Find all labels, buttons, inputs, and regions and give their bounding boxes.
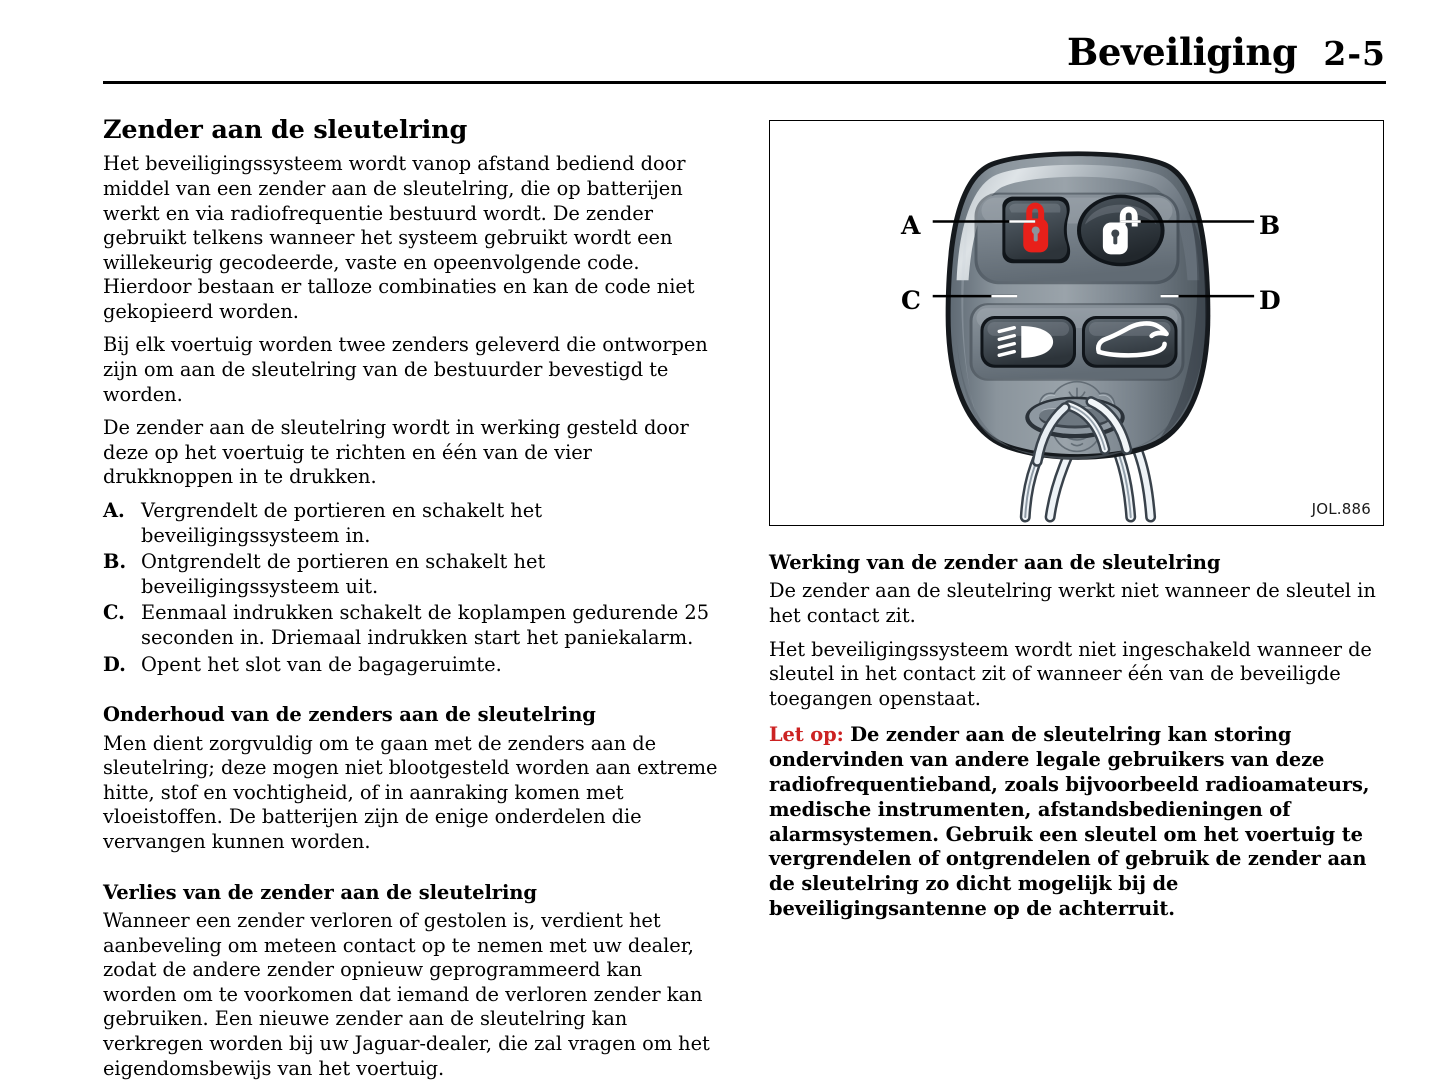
button-boot-icon[interactable] <box>1082 316 1178 368</box>
note-label: Let op: <box>769 723 844 747</box>
paragraph-activation: De zender aan de sleutelring wordt in werking gesteld door deze op het voertuig te richten en één van de vier drukknoppen in te drukken. <box>103 416 689 489</box>
list-item <box>103 499 720 548</box>
left-column <box>103 116 720 1081</box>
button-lock-icon[interactable] <box>1002 197 1070 264</box>
key-fob-illustration <box>770 121 1383 525</box>
note-block <box>769 723 1389 921</box>
page-number: 2-5 <box>1323 34 1386 73</box>
list-item-text: Ontgrendelt de portieren en schakelt het beveiligingssysteem uit. <box>141 550 546 598</box>
list-item <box>103 601 720 650</box>
callout-label-d: D <box>1259 286 1281 315</box>
callout-label-b: B <box>1259 211 1281 240</box>
list-item <box>103 550 720 599</box>
list-item-text: Eenmaal indrukken schakelt de koplampen gedurende 25 seconden in. Driemaal indrukken start het paniekalarm. <box>141 601 710 649</box>
callout-label-a: A <box>901 211 921 240</box>
button-function-list <box>103 499 720 677</box>
callout-label-c: C <box>901 286 921 315</box>
header-title-group <box>1067 30 1386 74</box>
paragraph-operation-key: De zender aan de sleutelring werkt niet wanneer de sleutel in het contact zit. <box>769 579 1376 627</box>
subheading-operation: Werking van de zender aan de sleutelring <box>769 551 1221 574</box>
button-headlight-icon[interactable] <box>980 316 1076 368</box>
list-item-letter: B. <box>103 550 127 574</box>
header-rule <box>103 81 1386 84</box>
paragraph-maintenance: Men dient zorgvuldig om te gaan met de zenders aan de sleutelring; deze mogen niet blootgesteld worden aan extreme hitte, stof en vochtigheid, of in aanraking komen met vloeistoffen. De batterijen zijn de enige onderdelen die vervangen kunnen worden. <box>103 731 718 853</box>
list-item <box>103 653 720 678</box>
list-item-letter: C. <box>103 601 125 625</box>
page-title: Beveiliging <box>1067 30 1298 74</box>
paragraph-operation-arming: Het beveiligingssysteem wordt niet ingeschakeld wanneer de sleutel in het contact zit of wanneer één van de beveiligde toegangen openstaat. <box>769 637 1372 710</box>
list-item-letter: A. <box>103 499 125 523</box>
paragraph-loss: Wanneer een zender verloren of gestolen is, verdient het aanbeveling om meteen contact op te nemen met uw dealer, zodat de andere zender opnieuw geprogrammeerd kan worden om te voorkomen dat iemand de verloren zender kan gebruiken. Een nieuwe zender aan de sleutelring kan verkregen worden bij uw Jaguar-dealer, die zal vragen om het eigendomsbewijs van het voertuig. <box>103 908 710 1080</box>
list-item-text: Vergrendelt de portieren en schakelt het beveiligingssysteem in. <box>141 499 543 547</box>
section-heading-transmitter: Zender aan de sleutelring <box>103 115 468 145</box>
button-unlock-icon[interactable] <box>1077 195 1165 267</box>
figure-reference: JOL.886 <box>1311 500 1371 518</box>
paragraph-two-transmitters: Bij elk voertuig worden twee zenders geleverd die ontworpen zijn om aan de sleutelring van de bestuurder bevestigd te worden. <box>103 333 708 406</box>
list-item-text: Opent het slot van de bagageruimte. <box>141 652 502 676</box>
right-column <box>769 551 1389 922</box>
figure-key-fob <box>769 120 1384 526</box>
page-header <box>103 22 1386 84</box>
list-item-letter: D. <box>103 652 126 676</box>
note-text: De zender aan de sleutelring kan storing ondervinden van andere legale gebruikers van deze radiofrequentieband, zoals bijvoorbeeld radioamateurs, medische instrumenten, afstandsbedieningen of alarmsystemen. Gebruik een sleutel om het voertuig te vergrendelen of ontgrendelen of gebruik de zender aan de sleutelring zo dicht mogelijk bij de beveiligingsantenne op de achterruit. <box>769 723 1370 920</box>
paragraph-intro: Het beveiligingssysteem wordt vanop afstand bediend door middel van een zender aan de sleutelring, die op batterijen werkt en via radiofrequentie bestuurd wordt. De zender gebruikt telkens wanneer het systeem gebruikt wordt een willekeurig gecodeerde, vaste en opeenvolgende code. Hierdoor bestaan er talloze combinaties en kan de code niet gekopieerd worden. <box>103 152 695 323</box>
subheading-maintenance: Onderhoud van de zenders aan de sleutelring <box>103 703 596 727</box>
subheading-loss: Verlies van de zender aan de sleutelring <box>103 880 537 904</box>
